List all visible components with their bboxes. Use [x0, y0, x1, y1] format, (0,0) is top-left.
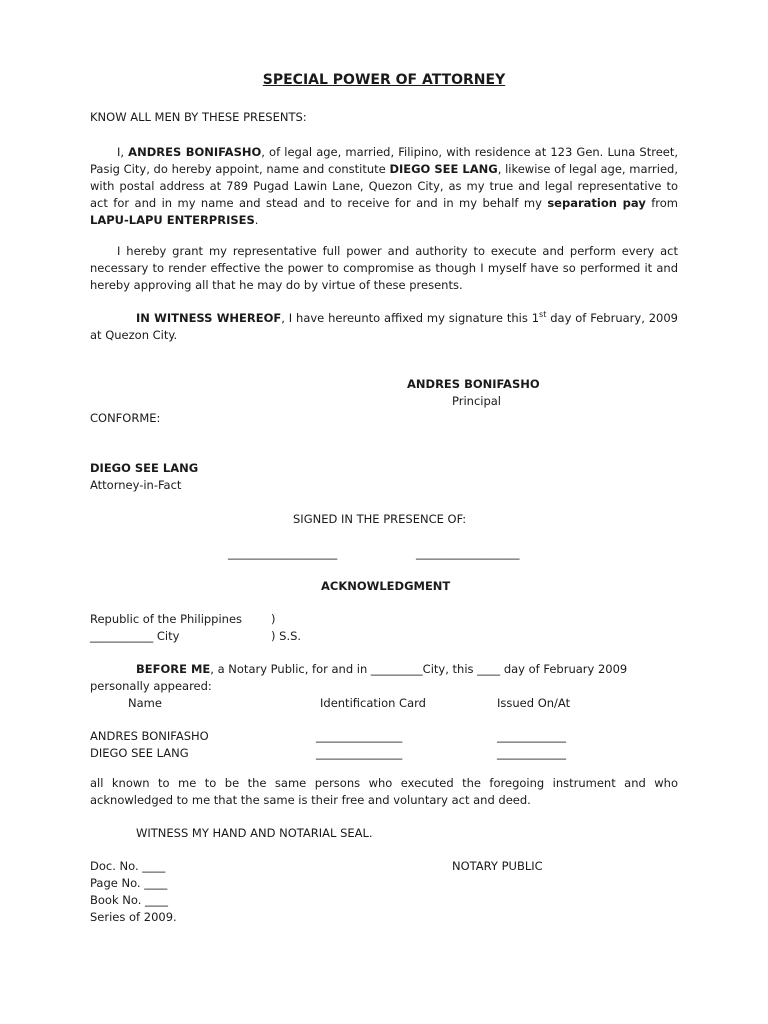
venue-paren: ) [271, 612, 276, 626]
witness-whereof-paragraph: IN WITNESS WHEREOF, I have hereunto affixed my signature this 1st day of February, 2009 at Quezon City. [90, 310, 679, 342]
witness-heading: SIGNED IN THE PRESENCE OF: [293, 512, 467, 526]
subject-matter: separation pay [547, 196, 646, 210]
venue-country: Republic of the Philippines [90, 612, 243, 626]
personally-appeared: personally appeared: [90, 679, 212, 693]
col-header-name: Name [128, 696, 162, 710]
doc-no: Doc. No. ____ [90, 859, 166, 873]
principal-signature-name: ANDRES BONIFASHO [407, 377, 540, 391]
witness-line-2: __________________ [416, 546, 520, 560]
principal-name: ANDRES BONIFASHO [128, 145, 262, 159]
witness-line-1: ___________________ [228, 546, 338, 560]
grant-paragraph: I hereby grant my representative full power and authority to execute and perform every act necessary to render effective the power to compromise as though I myself have so performed it and hereby approving all that he may do by virtue of these presents. [90, 244, 678, 292]
table-row-2-name: DIEGO SEE LANG [90, 746, 189, 760]
col-header-id: Identification Card [320, 696, 426, 710]
page-no: Page No. ____ [90, 876, 168, 890]
conforme-label: CONFORME: [90, 411, 161, 425]
acknowledgment-title: ACKNOWLEDGMENT [321, 579, 451, 593]
venue-ss: ) S.S. [271, 629, 302, 643]
table-row-2-issued: ____________ [497, 746, 566, 760]
col-header-issued: Issued On/At [497, 696, 571, 710]
notary-public-label: NOTARY PUBLIC [452, 859, 543, 873]
venue-city: ___________ City [90, 629, 180, 643]
agent-name: DIEGO SEE LANG [389, 162, 498, 176]
table-row-1-issued: ____________ [497, 729, 566, 743]
known-paragraph: all known to me to be the same persons who executed the foregoing instrument and who acknowledged to me that the same is their free and voluntary act and deed. [90, 776, 678, 807]
agent-signature-name: DIEGO SEE LANG [90, 461, 199, 475]
table-row-1-id: _______________ [316, 729, 403, 743]
book-no: Book No. ____ [90, 893, 169, 907]
witness-seal-line: WITNESS MY HAND AND NOTARIAL SEAL. [136, 826, 373, 840]
principal-role: Principal [452, 394, 502, 408]
table-row-2-id: _______________ [316, 746, 403, 760]
agent-role: Attorney-in-Fact [90, 478, 182, 492]
series-year: Series of 2009. [90, 910, 177, 924]
document-title: SPECIAL POWER OF ATTORNEY [262, 72, 506, 88]
table-row-1-name: ANDRES BONIFASHO [90, 729, 209, 743]
company-name: LAPU-LAPU ENTERPRISES [90, 213, 255, 227]
before-me-line: BEFORE ME, a Notary Public, for and in _________City, this ____ day of February 2009 [136, 662, 628, 676]
appointment-paragraph: I, ANDRES BONIFASHO, of legal age, married, Filipino, with residence at 123 Gen. Luna Street, Pasig City, do hereby appoint, name and constitute DIEGO SEE LANG, likewise of legal age, married, with postal address at 789 Pugad Lawin Lane, Quezon City, as my true and legal representative to act for and in my name and stead and to receive for and in my behalf my separation pay from LAPU-LAPU ENTERPRISES. [90, 145, 679, 227]
opening-line: KNOW ALL MEN BY THESE PRESENTS: [90, 110, 307, 124]
